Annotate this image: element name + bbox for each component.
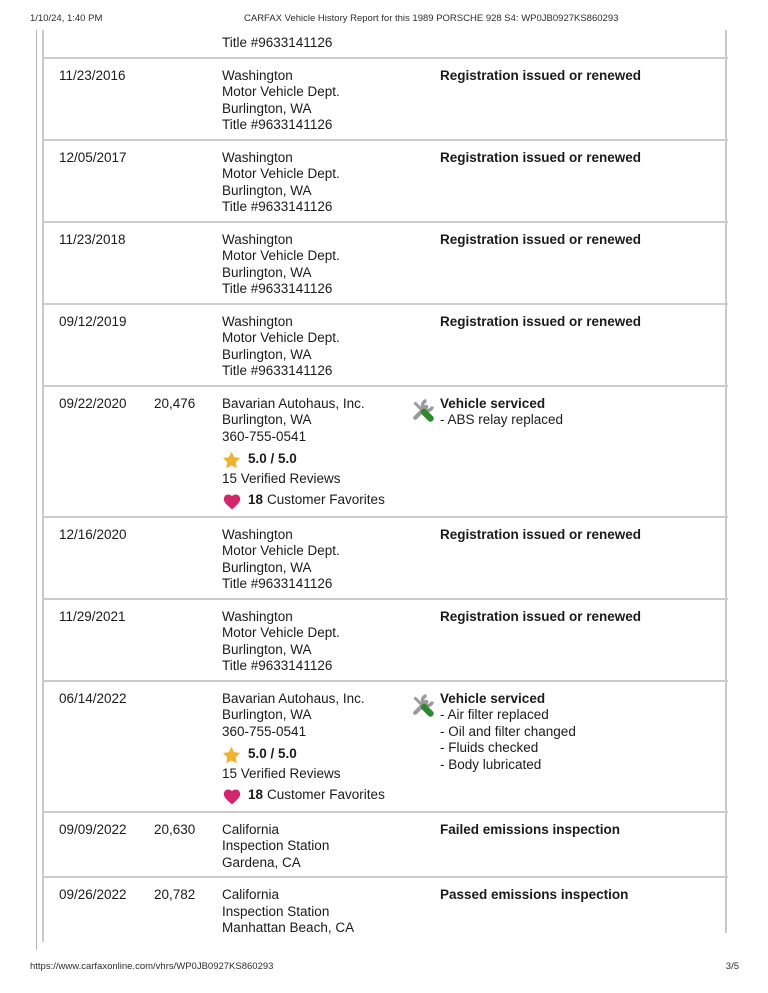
location-line: Motor Vehicle Dept. bbox=[222, 625, 340, 640]
rating-score: 5.0 / 5.0 bbox=[248, 451, 297, 467]
event-detail: - Body lubricated bbox=[440, 756, 542, 772]
row-event bbox=[440, 35, 724, 52]
location-line: Motor Vehicle Dept. bbox=[222, 166, 340, 181]
row-date bbox=[59, 35, 154, 52]
history-row bbox=[44, 30, 728, 57]
location-line: California bbox=[222, 887, 280, 902]
verified-reviews: 15 Verified Reviews bbox=[222, 766, 341, 781]
location-line: Washington bbox=[222, 149, 293, 165]
location-line: Burlington, WA bbox=[222, 346, 312, 362]
row-event bbox=[440, 314, 724, 380]
row-event bbox=[440, 527, 724, 593]
history-table bbox=[42, 30, 728, 942]
history-row bbox=[44, 139, 728, 221]
print-header bbox=[0, 13, 768, 27]
history-row bbox=[44, 811, 728, 877]
location-line: Bavarian Autohaus, Inc. bbox=[222, 690, 365, 706]
row-event bbox=[440, 232, 724, 298]
location-line: 360-755-0541 bbox=[222, 723, 307, 739]
customer-favorites bbox=[222, 491, 403, 511]
row-mileage bbox=[154, 232, 222, 298]
location-line: Title #9633141126 bbox=[222, 35, 333, 50]
row-date: 12/16/2020 bbox=[59, 526, 127, 542]
history-row bbox=[44, 385, 728, 516]
location-line: 360-755-0541 bbox=[222, 428, 307, 444]
favorites-label: Customer Favorites bbox=[267, 787, 385, 803]
row-mileage bbox=[154, 527, 222, 593]
history-row bbox=[44, 516, 728, 598]
heart-icon bbox=[222, 787, 242, 805]
row-mileage: 20,476 bbox=[154, 395, 196, 411]
row-icon-cell bbox=[403, 609, 440, 675]
row-date: 09/22/2020 bbox=[59, 395, 127, 411]
location-line: Title #9633141126 bbox=[222, 281, 333, 296]
row-event bbox=[440, 396, 724, 511]
event-title: Registration issued or renewed bbox=[440, 231, 642, 247]
verified-reviews: 15 Verified Reviews bbox=[222, 471, 341, 486]
history-row bbox=[44, 876, 728, 942]
page-left-rule bbox=[36, 30, 37, 950]
print-footer bbox=[0, 961, 768, 975]
shop-rating bbox=[222, 745, 403, 764]
row-event bbox=[440, 887, 724, 937]
row-date: 09/09/2022 bbox=[59, 821, 127, 837]
history-row bbox=[44, 57, 728, 139]
location-line: Burlington, WA bbox=[222, 100, 312, 116]
row-event bbox=[440, 691, 724, 806]
location-line: Title #9633141126 bbox=[222, 117, 333, 132]
event-detail: - Fluids checked bbox=[440, 740, 539, 755]
row-mileage: 20,782 bbox=[154, 887, 196, 902]
heart-icon bbox=[222, 492, 242, 510]
row-mileage bbox=[154, 691, 222, 806]
history-row bbox=[44, 598, 728, 680]
row-date: 11/23/2016 bbox=[59, 67, 126, 83]
report-url: https://www.carfaxonline.com/vhrs/WP0JB0927KS860293 bbox=[30, 961, 274, 972]
row-date: 11/23/2018 bbox=[59, 231, 126, 247]
row-mileage bbox=[154, 314, 222, 380]
row-mileage bbox=[154, 35, 222, 52]
row-icon-cell bbox=[403, 35, 440, 52]
rating-score: 5.0 / 5.0 bbox=[248, 746, 297, 762]
location-line: Bavarian Autohaus, Inc. bbox=[222, 395, 365, 411]
row-icon-cell bbox=[403, 691, 440, 806]
location-line: Motor Vehicle Dept. bbox=[222, 543, 340, 558]
location-line: Manhattan Beach, CA bbox=[222, 920, 355, 935]
location-line: Motor Vehicle Dept. bbox=[222, 84, 340, 99]
event-detail: - ABS relay replaced bbox=[440, 412, 564, 427]
favorites-label: Customer Favorites bbox=[267, 492, 385, 508]
customer-favorites bbox=[222, 786, 403, 806]
location-line: Burlington, WA bbox=[222, 264, 312, 280]
event-title: Vehicle serviced bbox=[440, 690, 546, 706]
star-icon bbox=[222, 451, 241, 469]
row-icon-cell bbox=[403, 150, 440, 216]
location-line: Burlington, WA bbox=[222, 641, 312, 657]
location-line: Title #9633141126 bbox=[222, 658, 333, 673]
event-title: Registration issued or renewed bbox=[440, 149, 642, 165]
location-line: Motor Vehicle Dept. bbox=[222, 330, 340, 345]
row-location bbox=[222, 35, 403, 52]
row-icon-cell bbox=[403, 822, 440, 872]
row-event bbox=[440, 68, 724, 134]
location-line: Burlington, WA bbox=[222, 182, 312, 198]
row-location bbox=[222, 822, 403, 872]
row-date: 06/14/2022 bbox=[59, 690, 127, 706]
row-icon-cell bbox=[403, 68, 440, 134]
row-mileage: 20,630 bbox=[154, 821, 196, 837]
event-detail: - Oil and filter changed bbox=[440, 723, 576, 739]
row-date: 09/12/2019 bbox=[59, 313, 127, 329]
row-location bbox=[222, 609, 403, 675]
row-location bbox=[222, 150, 403, 216]
event-title: Vehicle serviced bbox=[440, 395, 546, 411]
row-mileage bbox=[154, 150, 222, 216]
row-mileage bbox=[154, 609, 222, 675]
row-date: 11/29/2021 bbox=[59, 608, 126, 624]
event-title: Registration issued or renewed bbox=[440, 526, 642, 542]
location-line: Gardena, CA bbox=[222, 854, 301, 870]
row-location bbox=[222, 396, 403, 511]
location-line: Inspection Station bbox=[222, 838, 330, 853]
location-line: Title #9633141126 bbox=[222, 363, 333, 378]
row-location bbox=[222, 691, 403, 806]
print-datetime: 1/10/24, 1:40 PM bbox=[30, 13, 103, 24]
location-line: Washington bbox=[222, 313, 293, 329]
row-location bbox=[222, 314, 403, 380]
history-row bbox=[44, 303, 728, 385]
location-line: Burlington, WA bbox=[222, 707, 312, 722]
event-title: Passed emissions inspection bbox=[440, 887, 629, 902]
row-date: 09/26/2022 bbox=[59, 887, 127, 902]
location-line: Motor Vehicle Dept. bbox=[222, 248, 340, 263]
event-title: Registration issued or renewed bbox=[440, 67, 642, 83]
row-event bbox=[440, 822, 724, 872]
star-icon bbox=[222, 746, 241, 764]
location-line: Washington bbox=[222, 67, 293, 83]
location-line: Washington bbox=[222, 231, 293, 247]
row-icon-cell bbox=[403, 527, 440, 593]
event-detail: - Air filter replaced bbox=[440, 707, 549, 722]
row-icon-cell bbox=[403, 396, 440, 511]
location-line: Washington bbox=[222, 608, 293, 624]
service-tools-icon bbox=[409, 397, 436, 424]
location-line: Washington bbox=[222, 526, 293, 542]
row-location bbox=[222, 527, 403, 593]
row-event bbox=[440, 150, 724, 216]
favorites-count: 18 bbox=[248, 787, 264, 803]
row-icon-cell bbox=[403, 887, 440, 937]
location-line: California bbox=[222, 821, 280, 837]
row-location bbox=[222, 68, 403, 134]
row-location bbox=[222, 232, 403, 298]
location-line: Burlington, WA bbox=[222, 559, 312, 575]
location-line: Title #9633141126 bbox=[222, 576, 333, 591]
event-title: Registration issued or renewed bbox=[440, 608, 642, 624]
favorites-count: 18 bbox=[248, 492, 264, 508]
row-location bbox=[222, 887, 403, 937]
row-icon-cell bbox=[403, 232, 440, 298]
history-row bbox=[44, 221, 728, 303]
row-event bbox=[440, 609, 724, 675]
row-mileage bbox=[154, 68, 222, 134]
row-date: 12/05/2017 bbox=[59, 149, 127, 165]
row-icon-cell bbox=[403, 314, 440, 380]
event-title: Failed emissions inspection bbox=[440, 821, 621, 837]
page-number: 3/5 bbox=[725, 961, 739, 972]
location-line: Burlington, WA bbox=[222, 412, 312, 427]
history-row bbox=[44, 680, 728, 811]
report-title: CARFAX Vehicle History Report for this 1989 PORSCHE 928 S4: WP0JB0927KS860293 bbox=[244, 13, 619, 24]
location-line: Inspection Station bbox=[222, 903, 330, 919]
shop-rating bbox=[222, 450, 403, 469]
event-title: Registration issued or renewed bbox=[440, 313, 642, 329]
location-line: Title #9633141126 bbox=[222, 199, 333, 214]
service-tools-icon bbox=[409, 692, 436, 719]
